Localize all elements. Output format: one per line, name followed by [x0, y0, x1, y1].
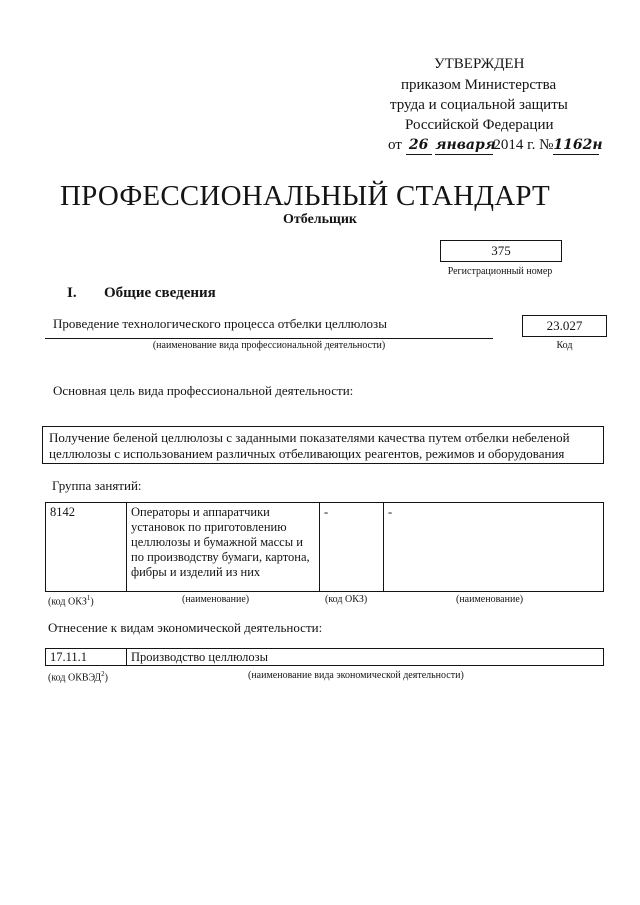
- approval-line-2: труда и социальной защиты: [390, 97, 568, 113]
- occupation-group-heading: Группа занятий:: [52, 478, 142, 493]
- okz-name-caption: (наименование): [182, 594, 250, 605]
- okved-code-cell: 17.11.1: [46, 649, 127, 666]
- okved-name-caption: (наименование вида экономической деятельности): [248, 670, 464, 681]
- date-year: 2014 г.: [493, 137, 536, 153]
- approval-title: УТВЕРЖДЕН: [434, 56, 525, 72]
- section-title: Общие сведения: [104, 285, 216, 301]
- number-prefix: №: [539, 137, 554, 153]
- economic-activity-table: [45, 648, 604, 666]
- date-day: 26: [406, 136, 432, 155]
- okz-code-cell: 8142: [46, 503, 127, 592]
- approval-line-3: Российской Федерации: [405, 117, 554, 133]
- approval-block: [0, 0, 640, 153]
- okz-code-cell-2: -: [320, 503, 384, 592]
- okz-code-caption: (код ОКЗ$^1$): [48, 594, 94, 608]
- occupation-group-table: [45, 502, 604, 592]
- okved-name-cell: Производство целлюлозы: [127, 649, 604, 666]
- okz-name-caption-2: (наименование): [456, 594, 524, 605]
- activity-underline: [45, 338, 493, 339]
- order-number: 1162н: [553, 137, 603, 153]
- economic-activity-heading: Отнесение к видам экономической деятельности:: [48, 620, 323, 635]
- activity-caption: (наименование вида профессиональной деятельности): [152, 340, 386, 351]
- profession-title: Отбельщик: [282, 212, 357, 227]
- registration-number-label: Регистрационный номер: [447, 266, 553, 277]
- registration-number-box: 375: [440, 240, 562, 262]
- document-title: ПРОФЕССИОНАЛЬНЫЙ СТАНДАРТ: [60, 180, 550, 212]
- section-number: I.: [67, 285, 77, 301]
- okz-name-cell-2: -: [384, 503, 604, 592]
- goal-text-box: Получение беленой целлюлозы с заданными показателями качества путем отбелки небеленой целлюлозы с использованием различных отбеливающих реагентов, режимов и оборудования: [42, 426, 604, 464]
- table-row: [46, 503, 604, 592]
- approval-line-1: приказом Министерства: [401, 77, 557, 93]
- activity-name: Проведение технологического процесса отбелки целлюлозы: [53, 316, 387, 331]
- date-month: января: [435, 137, 496, 153]
- activity-code-label: Код: [556, 340, 573, 351]
- okz-code-caption-2: (код ОКЗ): [325, 594, 368, 605]
- okz-name-cell: Операторы и аппаратчики установок по приготовлению целлюлозы и бумажной массы и по производству бумаги, картона, фибры и изделий из них: [127, 503, 320, 592]
- activity-code-box: 23.027: [522, 315, 607, 337]
- approval-date-line: [388, 136, 603, 155]
- okved-code-caption: (код ОКВЭД$^2$): [48, 670, 108, 684]
- goal-heading: Основная цель вида профессиональной деятельности:: [53, 383, 354, 398]
- table-row: [46, 649, 604, 666]
- date-prefix: от: [388, 137, 402, 153]
